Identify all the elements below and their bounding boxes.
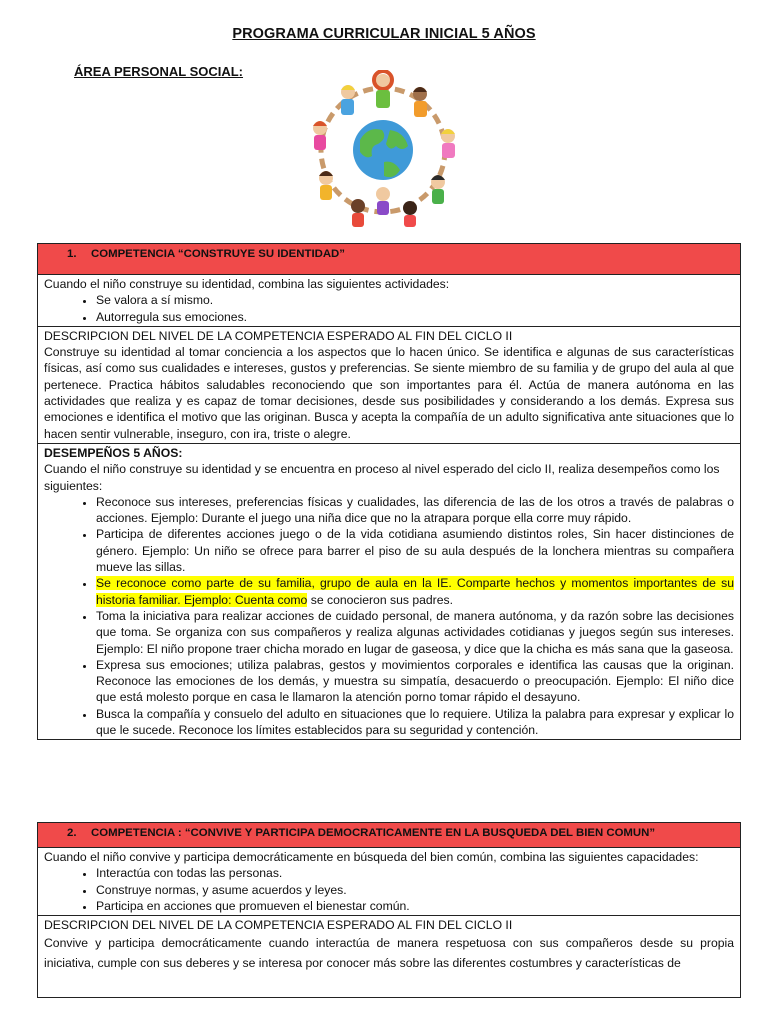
list-item: • Participa de diferentes acciones juego o de la vida cotidiana asumiendo distintos roles, Sin hacer distinciones de género. Ejemplo: Un niño se ofrece para barrer el piso de su aula después de la lonchera mientras su compañera mueve las sillas. bbox=[95, 526, 734, 575]
list-item-text: se conocieron sus padres. bbox=[307, 592, 453, 607]
performances-intro-1: Cuando el niño construye su identidad y se encuentra en proceso al nivel esperado del ciclo II, realiza desempeños como los siguientes: bbox=[44, 462, 720, 493]
capacities-cell-2 bbox=[38, 848, 740, 916]
description-cell-1 bbox=[38, 327, 740, 444]
area-heading: ÁREA PERSONAL SOCIAL: bbox=[74, 64, 244, 79]
list-item: • Reconoce sus intereses, preferencias físicas y cualidades, las diferencia de las de los otros a través de palabras o acciones. Ejemplo: Durante el juego una niña dice que no la atrapara porque ella corre muy rápido. bbox=[95, 494, 734, 527]
competency-table-1 bbox=[37, 243, 741, 740]
competency-header-2 bbox=[38, 823, 740, 848]
capacities-intro-2: Cuando el niño convive y participa democráticamente en búsqueda del bien común, combina las siguientes capacidades: bbox=[44, 850, 699, 864]
capacities-list-1 bbox=[44, 292, 734, 325]
highlighted-text: Se reconoce como parte de su familia, grupo de aula en la IE. Comparte hechos y momentos importantes de su historia familiar. Ejemplo: Cuenta como bbox=[96, 576, 734, 607]
page-title: PROGRAMA CURRICULAR INICIAL 5 AÑOS bbox=[232, 26, 536, 42]
competency-title-1: COMPETENCIA “CONSTRUYE SU IDENTIDAD” bbox=[91, 248, 345, 260]
list-item: • Busca la compañía y consuelo del adulto en situaciones que lo requiere. Utiliza la palabra para expresar y explicar lo que le sucede. Reconoce los límites establecidos para su seguridad y contención. bbox=[95, 706, 734, 739]
description-title-1: DESCRIPCION DEL NIVEL DE LA COMPETENCIA ESPERADO AL FIN DEL CICLO II bbox=[44, 328, 513, 343]
competency-table-2 bbox=[37, 822, 741, 998]
capacities-cell-1 bbox=[38, 275, 740, 327]
list-item: • Toma la iniciativa para realizar acciones de cuidado personal, de manera autónoma, y da razón sobre las decisiones que toma. Se organiza con sus compañeros y realiza algunas actividades cotidianas y juegos según sus intereses. Ejemplo: El niño propone traer chicha morado en lugar de gaseosa, y dice que la chicha es más sana que la gaseosa. bbox=[95, 608, 734, 657]
globe-illustration bbox=[298, 70, 468, 228]
children-around-globe-icon bbox=[298, 70, 468, 228]
list-item: • Participa en acciones que promueven el bienestar común. bbox=[95, 898, 734, 914]
performances-title-1: DESEMPEÑOS 5 AÑOS: bbox=[44, 445, 183, 460]
competency-number-2: 2. bbox=[67, 827, 77, 839]
list-item: • Expresa sus emociones; utiliza palabras, gestos y movimientos corporales e identifica las causas que la originan. Reconoce las emociones de los demás, y muestra su simpatía, desacuerdo o preocupación. Ejemplo: El niño dice que está molesto porque en casa le llamaron la atención porno tomar rápido el desayuno. bbox=[95, 657, 734, 706]
list-item bbox=[95, 575, 734, 608]
performances-cell-1 bbox=[38, 444, 740, 739]
competency-header-1 bbox=[38, 244, 740, 275]
description-cell-2 bbox=[38, 916, 740, 974]
capacities-list-2 bbox=[44, 865, 734, 914]
list-item: • Autorregula sus emociones. bbox=[95, 309, 734, 325]
capacities-intro-1: Cuando el niño construye su identidad, combina las siguientes actividades: bbox=[44, 277, 450, 291]
description-text-1: Construye su identidad al tomar conciencia a los aspectos que lo hacen único. Se identifica e algunas de sus características físicas, así como sus cualidades e intereses, gustos y preferencias. Se siente miembro de su familia y de grupo del aula al que pertenece. Practica hábitos saludables reconociendo que son importantes para él. Actúa de manera autónoma en las actividades que realiza y es capaz de tomar decisiones, desde sus posibilidades y considerando a los demás. Expresa sus emociones e identifica el motivo que las originan. Busca y acepta la compañía de un adulto significativa ante situaciones que lo hacen sentir vulnerable, inseguro, con ira, triste o alegre. bbox=[44, 345, 734, 441]
competency-number-1: 1. bbox=[67, 248, 77, 260]
competency-title-2: COMPETENCIA : “CONVIVE Y PARTICIPA DEMOCRATICAMENTE EN LA BUSQUEDA DEL BIEN COMUN” bbox=[91, 827, 656, 839]
description-title-2: DESCRIPCION DEL NIVEL DE LA COMPETENCIA ESPERADO AL FIN DEL CICLO II bbox=[44, 918, 513, 933]
list-item: • Construye normas, y asume acuerdos y leyes. bbox=[95, 882, 734, 898]
list-item: • Interactúa con todas las personas. bbox=[95, 865, 734, 881]
description-text-2: Convive y participa democráticamente cuando interactúa de manera respetuosa con sus compañeros desde su propia iniciativa, cumple con sus deberes y se interesa por conocer más sobre las diferentes costumbres y características de bbox=[44, 936, 734, 971]
list-item: • Se valora a sí mismo. bbox=[95, 292, 734, 308]
performances-list-1 bbox=[44, 494, 734, 738]
